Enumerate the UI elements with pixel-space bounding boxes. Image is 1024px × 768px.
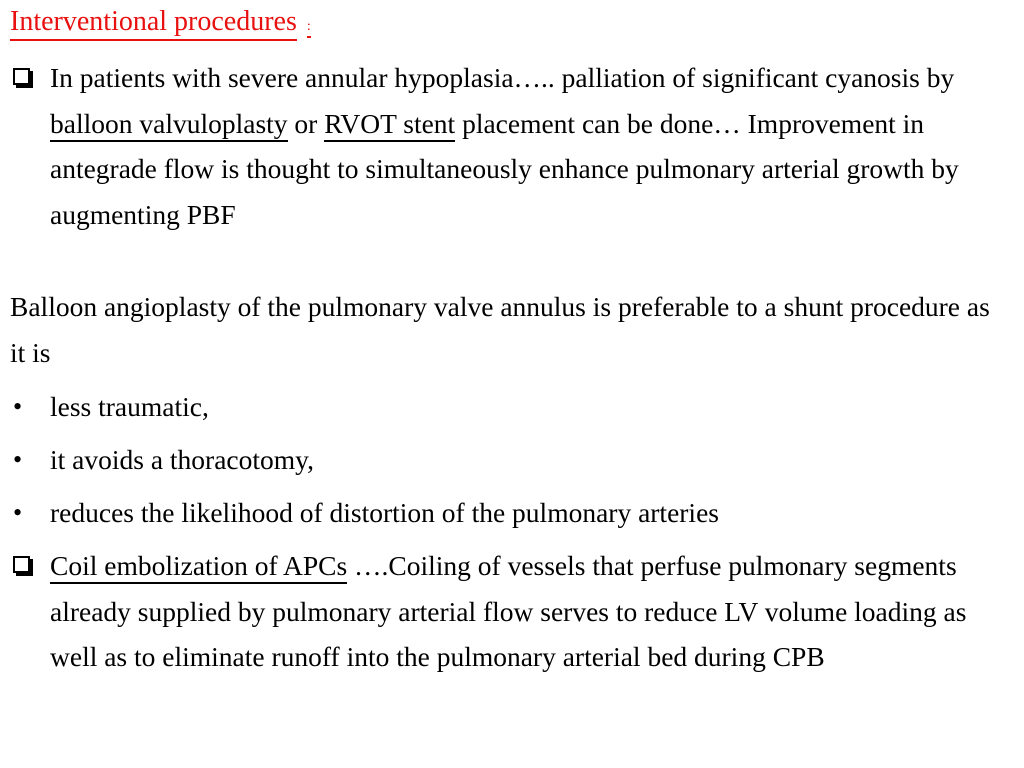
- rvot-stent-term: RVOT stent: [324, 108, 455, 142]
- slide-heading: [10, 2, 311, 47]
- heading-text: Interventional procedures: [10, 6, 297, 41]
- bullet-item: [10, 490, 1015, 536]
- coil-embolization-term: Coil embolization of APCs: [50, 550, 347, 584]
- item-text-mid: or: [287, 107, 325, 139]
- bullet-marker: [10, 490, 50, 535]
- bullet-marker: [10, 384, 50, 429]
- balloon-angioplasty-paragraph: Balloon angioplasty of the pulmonary valve annulus is preferable to a shunt procedure as it is: [10, 291, 990, 368]
- bullet-item: [10, 384, 1015, 430]
- checkbox-icon: [13, 68, 30, 85]
- bullet-icon: •: [13, 392, 23, 421]
- checkbox-marker: [10, 543, 50, 588]
- bullet-icon: •: [13, 445, 23, 474]
- checkbox-icon: [13, 556, 30, 573]
- checklist-item-coil-embolization: [10, 543, 1015, 680]
- item-text-pre: In patients with severe annular hypoplasia….. palliation of significant cyanosis by: [50, 62, 955, 93]
- bullet-marker: [10, 437, 50, 482]
- checkbox-marker: [10, 55, 50, 100]
- bullet-text: less traumatic,: [50, 391, 209, 422]
- bullet-icon: •: [13, 498, 23, 527]
- checklist-item-interventions: [10, 55, 1015, 237]
- item-text-post: ….Coiling of vessels that perfuse pulmonary segments already supplied by pulmonary arterial flow serves to reduce LV volume loading as well as to eliminate runoff into the pulmonary arterial bed during CPB: [50, 550, 967, 672]
- bullet-item: [10, 437, 1015, 483]
- heading-colon: :: [307, 19, 311, 38]
- bullet-text: reduces the likelihood of distortion of the pulmonary arteries: [50, 497, 719, 528]
- item-text-post: placement can be done… Improvement in antegrade flow is thought to simultaneously enhance pulmonary arterial growth by augmenting PBF: [50, 107, 959, 230]
- bullet-text: it avoids a thoracotomy,: [50, 444, 314, 475]
- balloon-valvuloplasty-term: balloon valvuloplasty: [50, 108, 288, 142]
